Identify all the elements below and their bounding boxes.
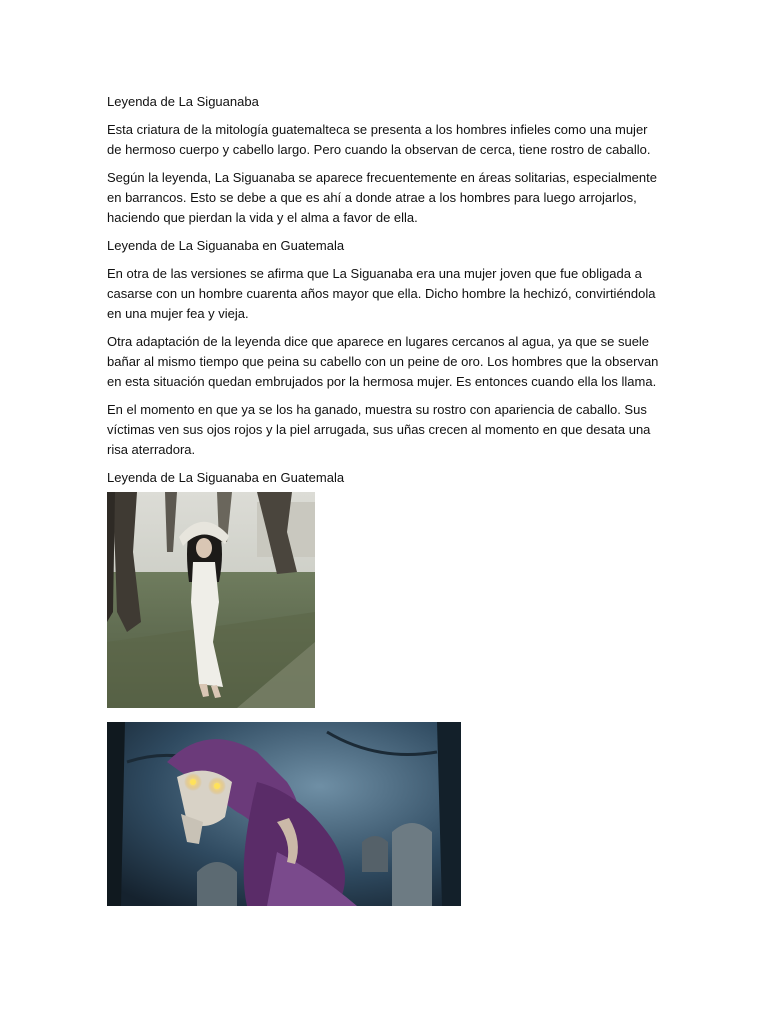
paragraph-2: Según la leyenda, La Siguanaba se aparece frecuentemente en áreas solitarias, especialmente en barrancos. Esto se debe a que es ahí a donde atrae a los hombres para luego arrojarlos, haciendo que pierdan la vida y el alma a favor de ella.: [107, 170, 657, 225]
illustration-siguanaba-creature-art: [107, 722, 461, 906]
image-heading: Leyenda de La Siguanaba en Guatemala: [107, 470, 345, 485]
paragraph-3: En otra de las versiones se afirma que La Siguanaba era una mujer joven que fue obligada a casarse con un hombre cuarenta años mayor que ella. Dicho hombre la hechizó, convirtiéndola en una mujer fea y vieja.: [107, 266, 656, 321]
document-body: [107, 92, 662, 496]
photo-woman-in-white: [107, 492, 315, 708]
illustration-siguanaba-creature: [107, 722, 461, 906]
photo-woman-in-white-illustration: [107, 492, 315, 708]
section-heading: Leyenda de La Siguanaba en Guatemala: [107, 238, 345, 253]
document-title: Leyenda de La Siguanaba: [107, 94, 259, 109]
paragraph-5: En el momento en que ya se los ha ganado, muestra su rostro con apariencia de caballo. Sus víctimas ven sus ojos rojos y la piel arrugada, sus uñas crecen al momento en que desata una risa aterradora.: [107, 402, 651, 457]
paragraph-4: Otra adaptación de la leyenda dice que aparece en lugares cercanos al agua, ya que se suele bañar al mismo tiempo que peina su cabello con un peine de oro. Los hombres que la observan en esta situación quedan embrujados por la hermosa mujer. Es entonces cuando ella los llama.: [107, 334, 659, 389]
paragraph-1: Esta criatura de la mitología guatemalteca se presenta a los hombres infieles como una mujer de hermoso cuerpo y cabello largo. Pero cuando la observan de cerca, tiene rostro de caballo.: [107, 122, 651, 157]
